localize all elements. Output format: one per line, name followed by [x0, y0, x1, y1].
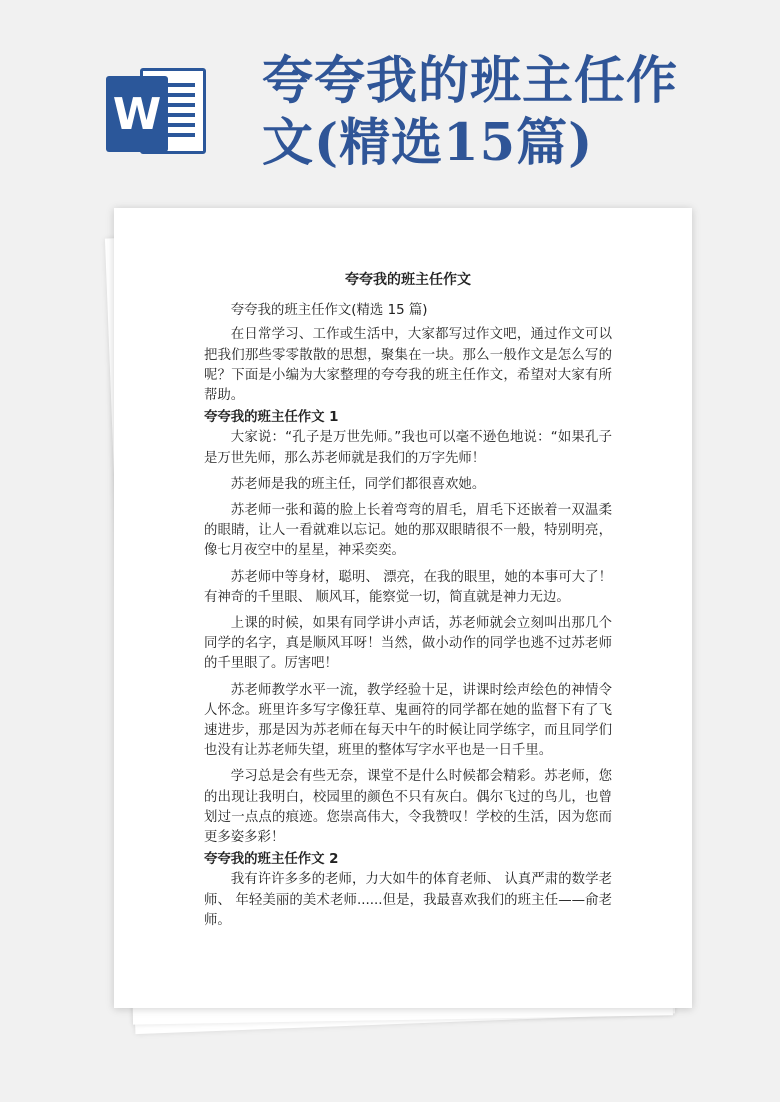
paragraph: 苏老师教学水平一流，教学经验十足，讲课时绘声绘色的神情令人怀念。班里许多写字像狂草、鬼画符的同学都在她的监督下有了飞速进步，那是因为苏老师在每天中午的时候让同学练字，而且同学们也没有让苏老师失望，班里的整体写字水平也是一日千里。	[204, 682, 612, 759]
document-body	[204, 270, 612, 937]
paragraph: 苏老师中等身材，聪明、 漂亮，在我的眼里，她的本事可大了！有神奇的千里眼、 顺风耳，能察觉一切，简直就是神力无边。	[204, 569, 612, 605]
page-title-line1: 夸夸我的班主任作	[262, 51, 679, 111]
word-document-icon	[106, 64, 210, 160]
paragraph: 我有许许多多的老师，力大如牛的体育老师、 认真严肃的数学老师、 年轻美丽的美术老师......但是，我最喜欢我们的班主任——俞老师。	[204, 872, 612, 928]
word-logo-letter: W	[106, 76, 168, 152]
intro-paragraph: 在日常学习、工作或生活中，大家都写过作文吧，通过作文可以把我们那些零零散散的思想，聚集在一块。那么一般作文是怎么写的呢？下面是小编为大家整理的夸夸我的班主任作文，希望对大家有所帮助。	[204, 327, 612, 404]
document-page	[114, 208, 692, 1008]
paragraph: 大家说：“孔子是万世先师。”我也可以毫不逊色地说：“如果孔子是万世先师，那么苏老师就是我们的万字先师！	[204, 430, 612, 466]
document-subtitle: 夸夸我的班主任作文(精选 15 篇)	[230, 303, 428, 319]
header	[0, 0, 780, 200]
paragraph: 苏老师一张和蔼的脸上长着弯弯的眉毛，眉毛下还嵌着一双温柔的眼睛，让人一看就难以忘记。她的那双眼睛很不一般，特别明亮，像七月夜空中的星星，神采奕奕。	[204, 503, 612, 559]
section-heading: 夸夸我的班主任作文 2	[204, 852, 339, 868]
document-title: 夸夸我的班主任作文	[345, 272, 471, 288]
page-title-line2: 文(精选15篇)	[262, 113, 594, 173]
section-heading: 夸夸我的班主任作文 1	[204, 410, 339, 426]
page-title	[262, 50, 762, 174]
paragraph: 学习总是会有些无奈，课堂不是什么时候都会精彩。苏老师，您的出现让我明白，校园里的颜色不只有灰白。偶尔飞过的鸟儿，也曾划过一点点的痕迹。您崇高伟大，令我赞叹！学校的生活，因为您而更多姿多彩！	[204, 769, 612, 846]
paragraph: 上课的时候，如果有同学讲小声话，苏老师就会立刻叫出那几个同学的名字，真是顺风耳呀！当然，做小动作的同学也逃不过苏老师的千里眼了。厉害吧！	[204, 616, 612, 672]
paragraph: 苏老师是我的班主任，同学们都很喜欢她。	[230, 476, 486, 492]
